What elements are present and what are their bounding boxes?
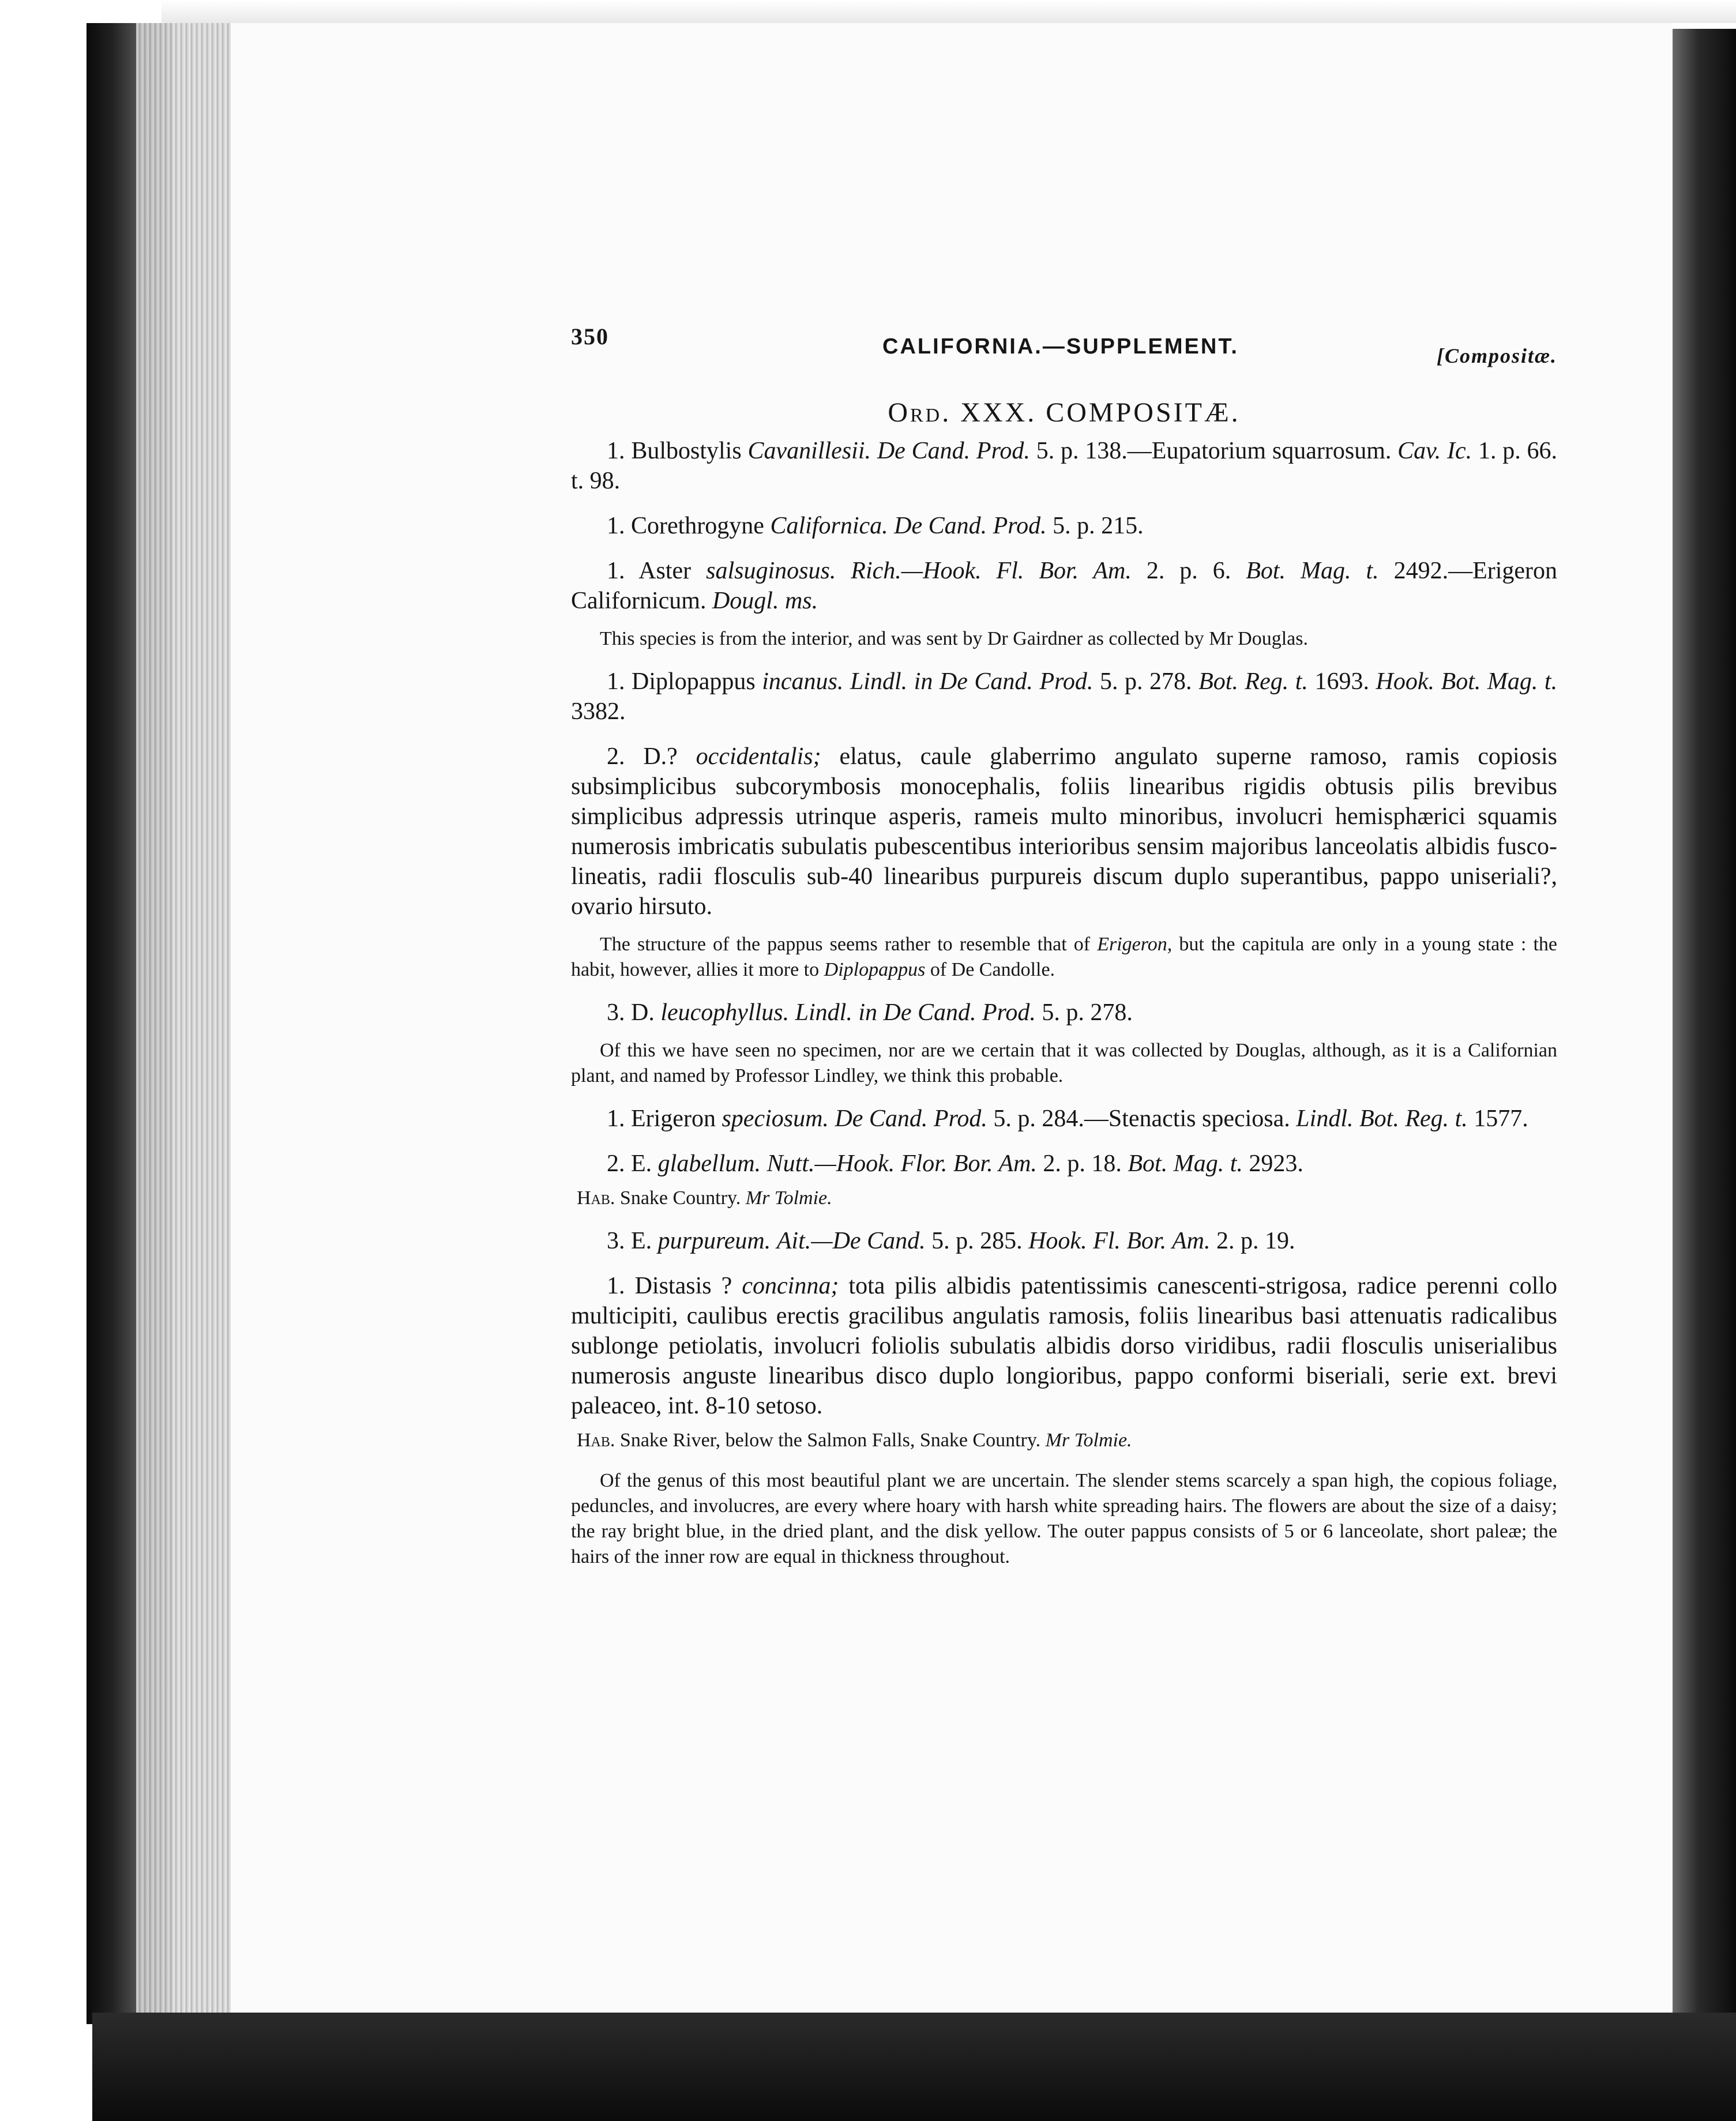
reference: Lindl. in De Cand. Prod. <box>850 668 1094 695</box>
reference: Rich.—Hook. Fl. Bor. Am. <box>851 558 1132 584</box>
entry-number: 3. <box>607 999 625 1026</box>
reference-2: Bot. Mag. t. <box>1246 558 1379 584</box>
reference-2: Bot. Mag. t. <box>1128 1150 1243 1177</box>
reference-detail: 5. p. 278. <box>1099 668 1192 695</box>
reference: Lindl. in De Cand. Prod. <box>795 999 1036 1026</box>
page-content <box>571 386 1557 1585</box>
scan-right-edge <box>1673 29 1736 2018</box>
reference: De Cand. Prod. <box>894 513 1047 539</box>
genus-name: D.? <box>643 743 678 770</box>
note-text: but the capitula are only in a young state : the habit, however, allies it more to <box>571 934 1558 980</box>
reference-detail-2: 1693. <box>1314 668 1369 695</box>
running-head: CALIFORNIA.—SUPPLEMENT. <box>882 334 1239 359</box>
species-entry-corethrogyne <box>571 511 1557 541</box>
species-entry-erigeron-speciosum <box>571 1104 1557 1134</box>
reference: De Cand. Prod. <box>877 438 1030 464</box>
reference-detail-2: 2923. <box>1249 1150 1303 1177</box>
reference-2: Lindl. Bot. Reg. t. <box>1296 1105 1468 1132</box>
species-entry-diplopappus-occidentalis <box>571 742 1557 922</box>
note-text: of De Candolle. <box>930 959 1055 980</box>
reference: Nutt.—Hook. Flor. Bor. Am. <box>766 1150 1037 1177</box>
genus-name: Erigeron <box>631 1105 716 1132</box>
reference-detail: 5. p. 215. <box>1053 513 1144 539</box>
habitat-text: Snake Country. <box>619 1187 741 1209</box>
genus-name: Corethrogyne <box>631 513 764 539</box>
genus-name: E. <box>631 1150 652 1177</box>
order-name: COMPOSITÆ. <box>1046 397 1241 428</box>
habitat-text: Snake River, below the Salmon Falls, Snake Country. <box>619 1430 1041 1451</box>
latin-description: elatus, caule glaberrimo angulato superne ramoso, ramis copiosis subsimplicibus subcorymbosis monocephalis, foliis linearibus rigidis obtusis pilis brevibus simplicibus adpressis utrinque asperis, rameis multo minoribus, involucri hemisphærici squamis numerosis imbricatis subulatis pubescentibus interioribus sensim majoribus lanceolatis albidis fusco-lineatis, radii flosculis sub-40 linearibus purpureis discum duplo superantibus, pappo uniseriali?, ovario hirsuto. <box>571 743 1558 920</box>
reference-detail: 5. p. 278. <box>1042 999 1133 1026</box>
section-tag: [Compositæ. <box>1436 344 1557 367</box>
entry-number: 1. <box>607 438 625 464</box>
reference-detail: 2. p. 6. <box>1146 558 1231 584</box>
note-genus: Erigeron, <box>1097 934 1173 955</box>
habitat-glabellum <box>571 1186 1557 1211</box>
latin-description: tota pilis albidis patentissimis canescenti-strigosa, radice perenni collo multicipiti, caulibus erectis gracilibus angulatis ramosis, foliis linearibus basi attenuatis radicalibus sublonge petiolatis, involucri foliolis subulatis albidis dorso viridibus, radii flosculis uniserialibus numerosis anguste linearibus disco duplo longioribus, pappo conformi biseriali, serie ext. brevi paleaceo, int. 8-10 setoso. <box>571 1273 1558 1419</box>
species-name: Cavanillesii. <box>747 438 871 464</box>
genus-name: E. <box>631 1228 652 1254</box>
reference-detail: 5. p. 284.—Stenactis speciosa. <box>993 1105 1290 1132</box>
species-name: concinna; <box>742 1273 839 1299</box>
species-entry-erigeron-purpureum <box>571 1226 1557 1256</box>
entry-number: 1. <box>607 513 625 539</box>
note-text: The structure of the pappus seems rather to resemble that of <box>600 934 1091 955</box>
entry-number: 1. <box>607 558 625 584</box>
reference-detail: 5. p. 285. <box>931 1228 1023 1254</box>
note-leucophyllus: Of this we have seen no specimen, nor are we certain that it was collected by Douglas, although, as it is a Californian plant, and named by Professor Lindley, we think this probable. <box>571 1040 1557 1086</box>
genus-name: Diplopappus <box>632 668 756 695</box>
page-header <box>571 323 1557 369</box>
species-name: speciosum. <box>722 1105 829 1132</box>
species-name: glabellum. <box>657 1150 761 1177</box>
genus-name: Bulbostylis <box>631 438 742 464</box>
entry-number: 1. <box>607 1273 625 1299</box>
reference-3: Hook. Bot. Mag. t. <box>1376 668 1558 695</box>
page-stack-edge <box>136 23 240 2024</box>
page-number: 350 <box>571 324 609 349</box>
reference-3: Dougl. ms. <box>712 588 818 614</box>
note-distasis: Of the genus of this most beautiful plant we are uncertain. The slender stems scarcely a span high, the copious foliage, peduncles, and involucres, are every where hoary with harsh white spreading hairs. The flowers are about the size of a daisy; the ray bright blue, in the dried plant, and the disk yellow. The outer pappus consists of 5 or 6 lanceolate, short paleæ; the hairs of the inner row are equal in thickness throughout. <box>571 1470 1557 1567</box>
entry-number: 2. <box>607 1150 625 1177</box>
species-name: salsuginosus. <box>706 558 836 584</box>
species-entry-diplopappus-incanus <box>571 667 1557 727</box>
note-genus: Diplopappus <box>824 959 926 980</box>
reference-detail-2: 2492.—Erigeron Californicum. <box>571 558 1558 614</box>
entry-number: 2. <box>607 743 625 770</box>
species-entry-bulbostylis <box>571 436 1557 496</box>
reference-detail-3: 3382. <box>571 698 626 725</box>
reference-detail-2: 2. p. 19. <box>1216 1228 1295 1254</box>
reference-2: Hook. Fl. Bor. Am. <box>1028 1228 1211 1254</box>
species-name: purpureum. <box>657 1228 771 1254</box>
reference: De Cand. Prod. <box>835 1105 987 1132</box>
habitat-label: Hab. <box>577 1430 615 1451</box>
genus-name: Distasis ? <box>634 1273 732 1299</box>
order-number: Ord. XXX. <box>888 397 1037 428</box>
habitat-collector: Mr Tolmie. <box>1045 1430 1132 1451</box>
reference-2: Cav. Ic. <box>1397 438 1472 464</box>
order-title <box>571 398 1557 428</box>
reference: Ait.—De Cand. <box>776 1228 926 1254</box>
reference-detail: 2. p. 18. <box>1043 1150 1122 1177</box>
entry-number: 3. <box>607 1228 625 1254</box>
scan-top-edge <box>161 0 1736 23</box>
species-entry-aster <box>571 556 1557 616</box>
reference-2: Bot. Reg. t. <box>1198 668 1308 695</box>
habitat-collector: Mr Tolmie. <box>745 1187 832 1209</box>
reference-detail-2: 1577. <box>1474 1105 1528 1132</box>
habitat-distasis <box>571 1428 1557 1453</box>
entry-number: 1. <box>607 668 625 695</box>
reference-detail-2: 1. p. 66. t. 98. <box>571 438 1558 494</box>
scan-bottom-edge <box>92 2013 1736 2121</box>
genus-name: Aster <box>638 558 692 584</box>
genus-name: D. <box>631 999 655 1026</box>
species-entry-distasis-concinna <box>571 1271 1557 1421</box>
habitat-label: Hab. <box>577 1187 615 1209</box>
species-name: occidentalis; <box>696 743 821 770</box>
species-name: incanus. <box>762 668 844 695</box>
species-entry-diplopappus-leucophyllus <box>571 998 1557 1028</box>
note-aster: This species is from the interior, and was sent by Dr Gairdner as collected by Mr Douglas. <box>600 628 1308 649</box>
species-name: Californica. <box>770 513 888 539</box>
entry-number: 1. <box>607 1105 625 1132</box>
species-entry-erigeron-glabellum <box>571 1149 1557 1179</box>
species-name: leucophyllus. <box>660 999 790 1026</box>
reference-detail: 5. p. 138.—Eupatorium squarrosum. <box>1036 438 1392 464</box>
note-occidentalis <box>571 932 1557 983</box>
